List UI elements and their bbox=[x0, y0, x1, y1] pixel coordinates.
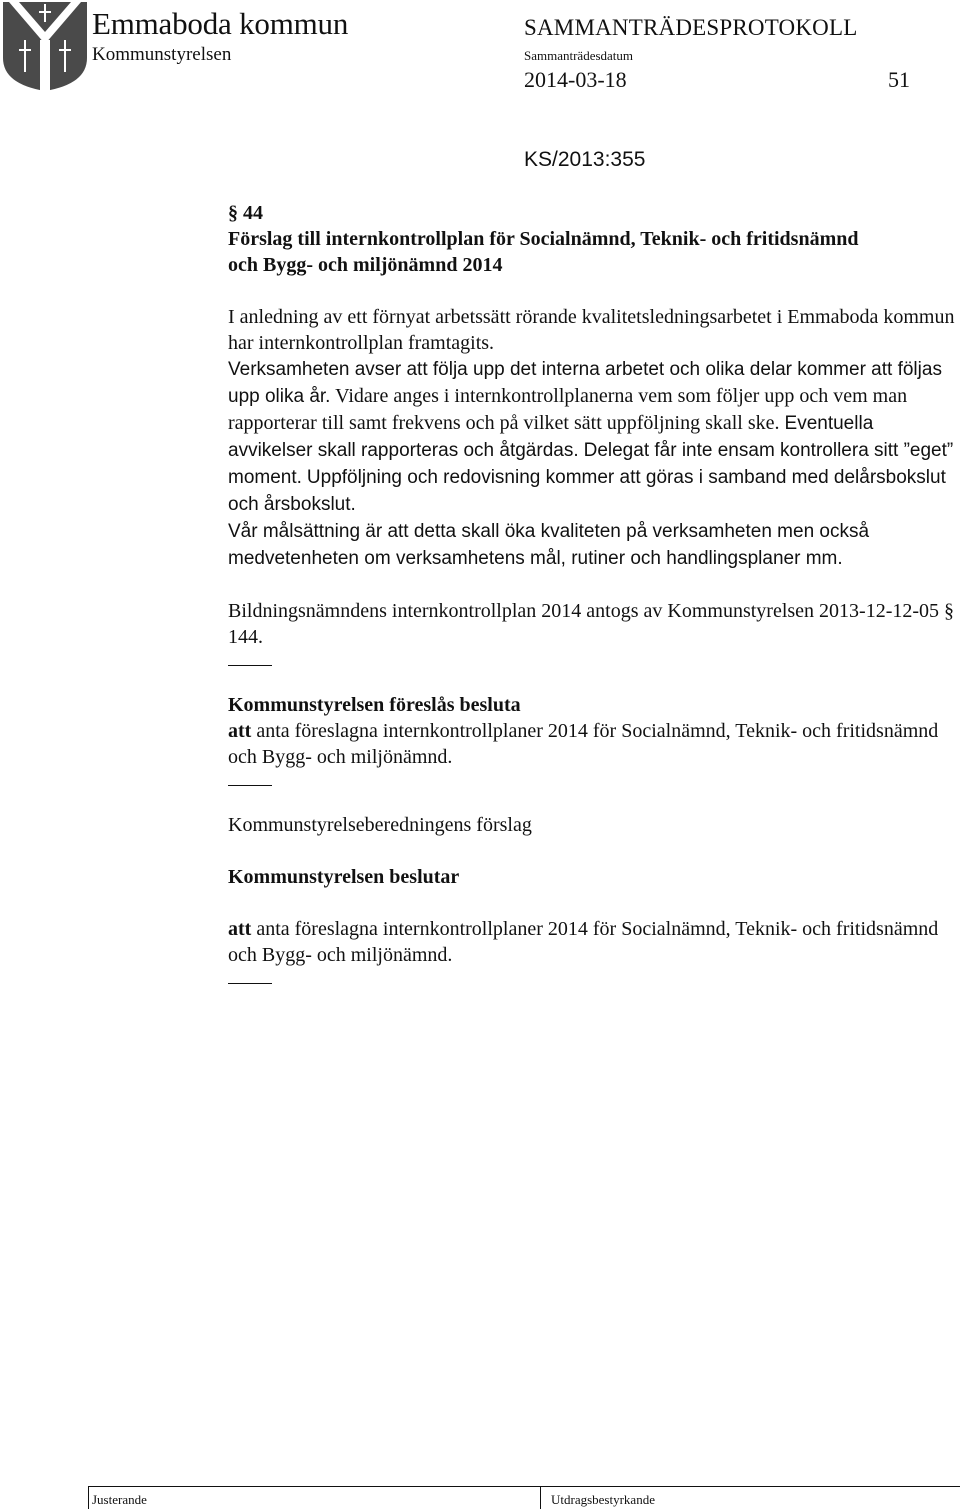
section-number bbox=[228, 200, 955, 226]
proposal-text bbox=[228, 718, 955, 770]
section-number-value: 44 bbox=[243, 202, 263, 224]
body-sentence: Uppföljning och redovisning kommer att göras i samband med delårsbokslut och årsbokslut. bbox=[228, 467, 946, 515]
footer-rule bbox=[88, 1486, 960, 1487]
body-sentence: I anledning av ett förnyat arbetssätt rörande kvalitetsledningsarbetet i Emmaboda kommun har internkontrollplan framtagits. bbox=[228, 306, 955, 354]
date-label: Sammanträdesdatum bbox=[524, 48, 634, 63]
body-sentence: Verksamheten avser att följa upp det interna arbetet och olika delar kommer att följas upp olika år. bbox=[228, 359, 942, 407]
meeting-date: 2014-03-18 bbox=[524, 67, 627, 92]
decision-heading: Kommunstyrelsen beslutar bbox=[228, 866, 460, 888]
body-sentence: Vidare anges i internkontrollplanerna vem som följer upp och vem man rapporterar till samt frekvens och på vilket sätt uppföljning skall ske. bbox=[228, 385, 908, 434]
case-number: KS/2013:355 bbox=[524, 148, 646, 171]
body-sentence: Eventuella avvikelser skall rapporteras och åtgärdas. bbox=[228, 413, 874, 461]
footer-label-justerande: Justerande bbox=[92, 1492, 147, 1507]
decision-body: anta föreslagna internkontrollplaner 2014 för Socialnämnd, Teknik- och fritidsnämnd och Bygg- och miljönämnd. bbox=[228, 918, 939, 966]
board-name: Kommunstyrelsen bbox=[92, 44, 232, 65]
footer-divider bbox=[540, 1486, 541, 1509]
footer-divider bbox=[88, 1486, 89, 1509]
page-number: 51 bbox=[888, 67, 910, 92]
municipality-coat-of-arms-logo bbox=[0, 0, 90, 92]
document-type: SAMMANTRÄDESPROTOKOLL bbox=[524, 15, 858, 40]
organization-name: Emmaboda kommun bbox=[92, 6, 349, 41]
separator-line bbox=[228, 983, 272, 984]
paragraph-mark: § bbox=[944, 600, 955, 622]
section-title-line-2: och Bygg- och miljönämnd 2014 bbox=[228, 254, 503, 276]
proposal-body: anta föreslagna internkontrollplaner 2014 för Socialnämnd, Teknik- och fritidsnämnd och Bygg- och miljönämnd. bbox=[228, 720, 939, 768]
body-sentence: Vår målsättning är att detta skall öka kvaliteten på verksamheten men också medvetenheten om verksamhetens mål, rutiner och handlingsplaner mm. bbox=[228, 521, 870, 569]
body-sentence: Bildningsnämndens internkontrollplan 2014 antogs av Kommunstyrelsen 2013-12-12-05 bbox=[228, 600, 940, 622]
proposal-heading: Kommunstyrelsen föreslås besluta bbox=[228, 694, 521, 716]
protocol-section bbox=[228, 200, 955, 984]
paragraph-reference: 144. bbox=[228, 626, 263, 648]
body-paragraph-2 bbox=[228, 598, 955, 650]
decision-text bbox=[228, 916, 955, 968]
att-keyword: att bbox=[228, 720, 252, 742]
footer-label-utdragsbestyrkande: Utdragsbestyrkande bbox=[551, 1492, 655, 1507]
att-keyword: att bbox=[228, 918, 252, 940]
body-sentence: Delegat får inte ensam kontrollera sitt ”eget” moment. bbox=[228, 440, 954, 488]
body-paragraph-1 bbox=[228, 304, 955, 572]
preparation-heading: Kommunstyrelseberedningens förslag bbox=[228, 814, 532, 836]
paragraph-mark: § bbox=[228, 202, 238, 224]
section-title-line-1: Förslag till internkontrollplan för Socialnämnd, Teknik- och fritidsnämnd bbox=[228, 228, 859, 250]
section-title bbox=[228, 226, 955, 278]
